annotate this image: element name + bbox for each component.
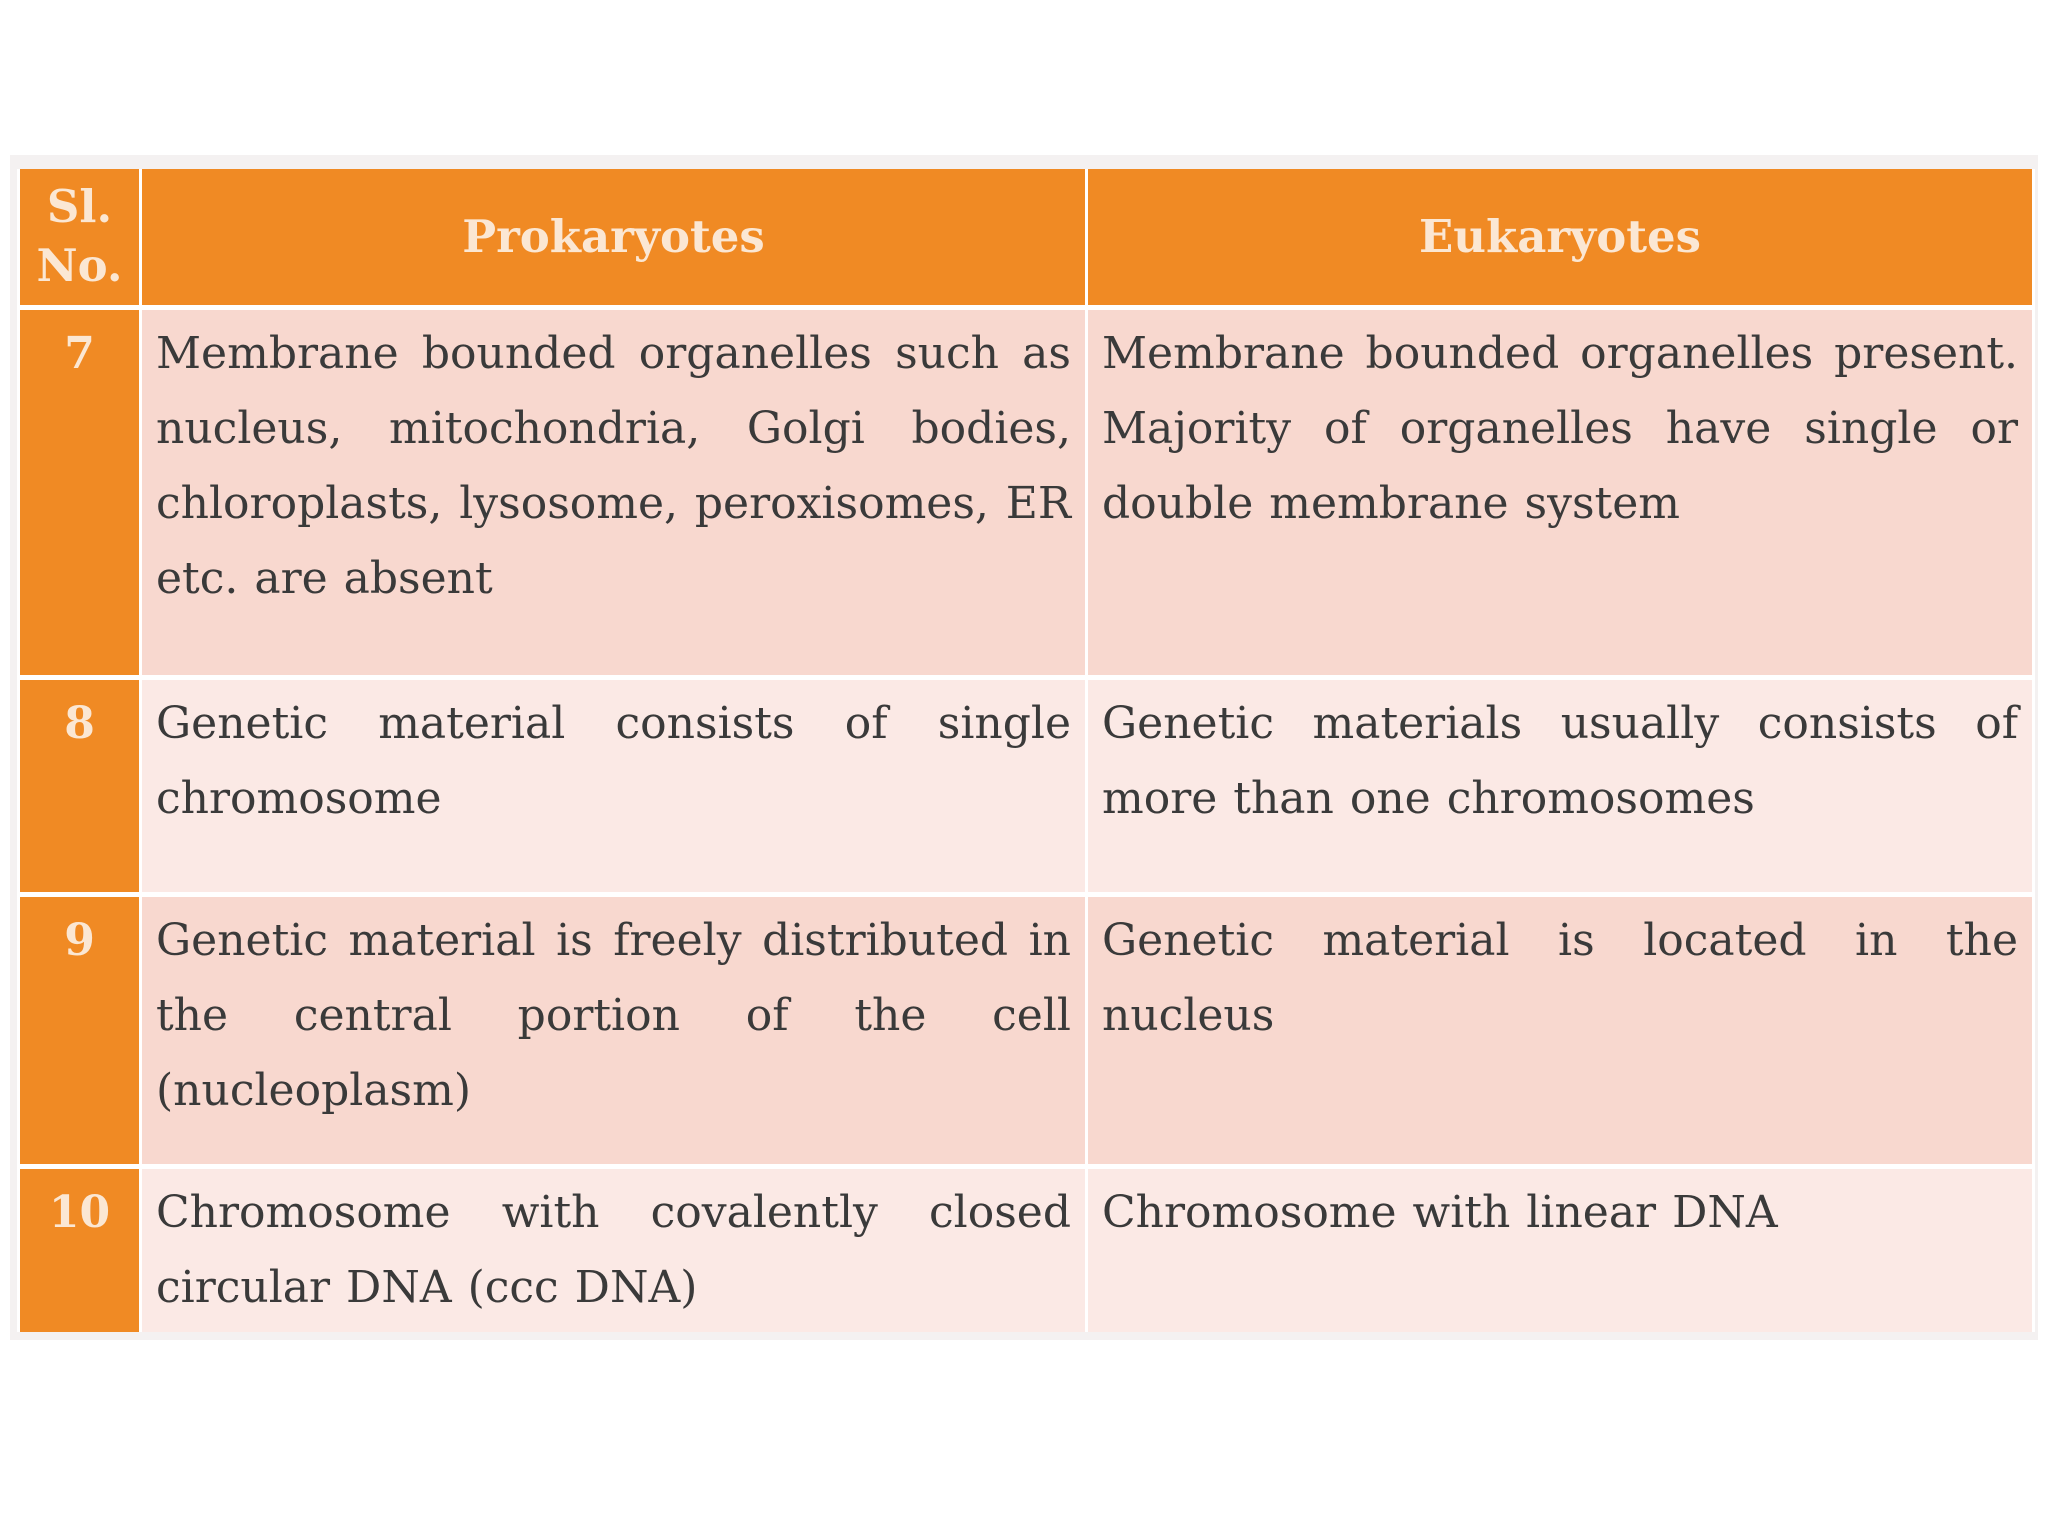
table-header-row bbox=[19, 169, 2034, 307]
prokaryote-eukaryote-table bbox=[17, 169, 2035, 1332]
row-sl-number: 9 bbox=[19, 894, 141, 1167]
header-eukaryotes: Eukaryotes bbox=[1087, 169, 2034, 307]
row-prokaryotes-cell: Membrane bounded organelles such as nucleus, mitochondria, Golgi bodies, chloroplasts, lysosome, peroxisomes, ER etc. are absent bbox=[141, 307, 1087, 678]
comparison-table-container bbox=[10, 155, 2038, 1340]
row-eukaryotes-cell: Genetic materials usually consists of more than one chromosomes bbox=[1087, 678, 2034, 894]
header-prokaryotes: Prokaryotes bbox=[141, 169, 1087, 307]
row-sl-number: 8 bbox=[19, 678, 141, 894]
table-row bbox=[19, 894, 2034, 1167]
row-prokaryotes-cell: Genetic material consists of single chromosome bbox=[141, 678, 1087, 894]
table-row bbox=[19, 1167, 2034, 1332]
header-sl-no: Sl. No. bbox=[19, 169, 141, 307]
table-row bbox=[19, 678, 2034, 894]
row-prokaryotes-cell: Genetic material is freely distributed in the central portion of the cell (nucleoplasm) bbox=[141, 894, 1087, 1167]
table-row bbox=[19, 307, 2034, 678]
row-sl-number: 7 bbox=[19, 307, 141, 678]
row-sl-number: 10 bbox=[19, 1167, 141, 1332]
row-prokaryotes-cell: Chromosome with covalently closed circular DNA (ccc DNA) bbox=[141, 1167, 1087, 1332]
row-eukaryotes-cell: Genetic material is located in the nucleus bbox=[1087, 894, 2034, 1167]
row-eukaryotes-cell: Chromosome with linear DNA bbox=[1087, 1167, 2034, 1332]
row-eukaryotes-cell: Membrane bounded organelles present. Majority of organelles have single or double membrane system bbox=[1087, 307, 2034, 678]
